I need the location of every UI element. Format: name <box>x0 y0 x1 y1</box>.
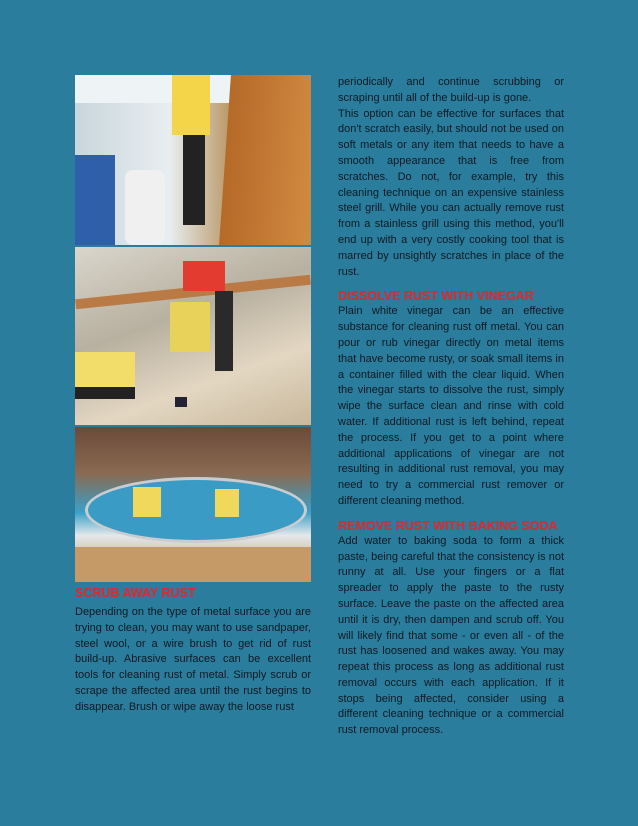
heading-scrub-away-rust: SCRUB AWAY RUST <box>75 586 196 600</box>
heading-remove-rust-baking-soda: REMOVE RUST WITH BAKING SODA <box>338 518 558 533</box>
continuation-text: periodically and continue scrubbing or scraping until all of the build-up is gone. <box>338 76 564 104</box>
photo-worker-railing <box>75 75 311 245</box>
photo-workers-balcony <box>75 247 311 425</box>
option-text: This option can be effective for surfaces that don't scratch easily, but should not be used on soft metals or any item that needs to have a smooth appearance that is free from scratches. Do not, for example, try this cleaning technique on an expensive stainless steel grill. While you can actually remove rust from a stainless grill using this method, you'll end up with a very costly cooking tool that is marred by unsightly scratches in place of the rust. <box>338 107 564 278</box>
photo-fountain-cleaning <box>75 427 311 582</box>
baking-soda-body-text: Add water to baking soda to form a thick paste, being careful that the consistency is not runny at all. Use your fingers or a flat spreader to apply the paste to the rusty surface. Leave the paste on the affected area until it is dry, then dampen and scrub off. You will likely find that some - or even all - of the rust has loosened and wakes away. You may repeat this process as long as additional rust removal occurs with each application. If it stops being affected, consider using a different cleaning technique or a commercial rust removal process. <box>338 534 564 737</box>
right-column <box>338 75 564 739</box>
vinegar-body-text: Plain white vinegar can be an effective substance for cleaning rust off metal. You can pour or rub vinegar directly on metal items that have become rusty, or soak small items in a container filled with the clear liquid. When the vinegar starts to dissolve the rust, simply wipe the surface clean and rinse with cold water. If additional rust is left behind, repeat the process. If you get to a point where additional applications of vinegar are not resulting in additional rust removal, you may need to try a commercial rust remover or different cleaning method. <box>338 305 564 507</box>
scrub-body-text: Depending on the type of metal surface you are trying to clean, you may want to use sandpaper, steel wool, or a wire brush to get rid of rust build-up. Abrasive surfaces can be excellent tools for cleaning rust of metal. Simply scrub or scrape the affected area until the rust begins to disappear. Brush or wipe away the loose rust <box>75 606 311 713</box>
left-column <box>75 75 311 716</box>
heading-dissolve-rust-vinegar: DISSOLVE RUST WITH VINEGAR <box>338 289 534 304</box>
